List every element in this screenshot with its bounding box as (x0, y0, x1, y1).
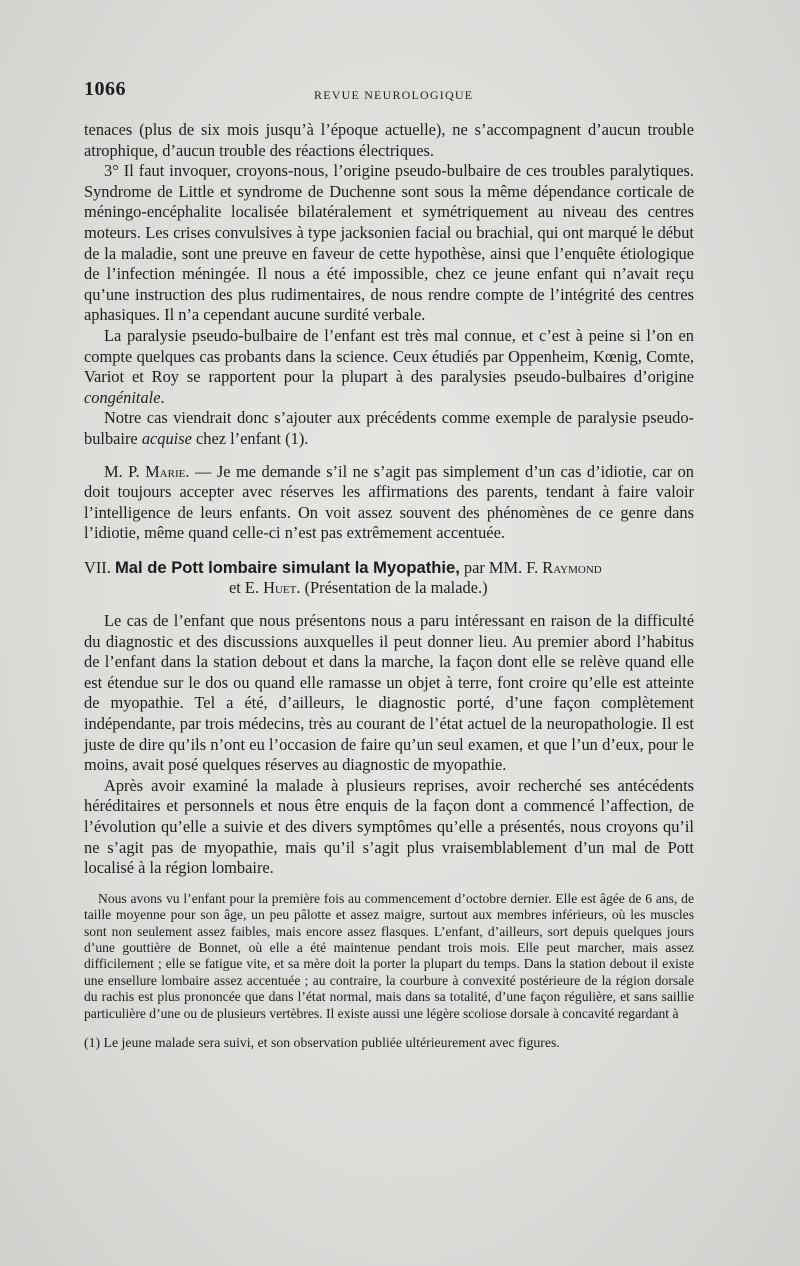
text-run: chez l’enfant (1). (191, 428, 309, 448)
text-run: Notre cas viendrait donc s’ajouter aux précédents comme exemple de paralysie pseudo-bulbaire (84, 408, 694, 448)
text-run: La paralysie pseudo-bulbaire de l’enfant est très mal connue, et c’est à peine si l’on en compte quelques cas probants dans la science. Ceux étudiés par Oppenheim, Kœnig, Comte, Variot et Roy se rapportent pour la plupart à des paralysies pseudo-bulbaires d’origine (84, 325, 694, 387)
paragraph-case-intro: Le cas de l’enfant que nous présentons nous a paru intéressant en raison de la difficulté du diagnostic et des discussions auxquelles il peut donner lieu. Au premier abord l’habitus de l’enfant dans la station debout et dans la marche, la façon dont elle se relève quand elle est étendue sur le dos ou quand elle ramasse un objet à terre, font croire qu’elle est atteinte de myopathie. Tel a été, d’ailleurs, le diagnostic porté, d’une façon complètement indépendante, par trois médecins, très au courant de l’état actuel de la neuropathologie. Il est juste de dire qu’ils n’ont eu l’occasion de faire qu’un seul examen, et que l’un d’eux, pour le moins, avait posé quelques réserves au diagnostic de myopathie. (84, 611, 694, 775)
paragraph-case-diagnosis: Après avoir examiné la malade à plusieurs reprises, avoir recherché ses antécédents héréditaires et personnels et nous être enquis de la façon dont a commencé l’affection, de l’évolution qu’elle a suivie et des divers symptômes qu’elle a présentés, nous croyons qu’il ne s’agit pas de myopathie, mais qu’il s’agit plus vraisemblablement d’un mal de Pott localisé à la région lombaire. (84, 775, 694, 878)
article-body (84, 120, 694, 1051)
paragraph-hypothesis: 3° Il faut invoquer, croyons-nous, l’origine pseudo-bulbaire de ces troubles paralytiques. Syndrome de Little et syndrome de Duchenne sont sous la même dépendance corticale de méningo-encéphalite localisée bilatéralement et symétriquement au niveau des centres moteurs. Les crises convulsives à type jacksonien facial ou brachial, qui ont marqué le début de la maladie, sont une preuve en faveur de cette hypothèse, ainsi que l’enquête étiologique de l’infection méningée. Il nous a été impossible, chez ce jeune enfant qui n’avait reçu qu’une instruction des plus rudimentaires, de nous rendre compte de l’intégrité des centres aphasiques. Il n’a cependant aucune surdité verbale. (84, 161, 694, 325)
text-run: . (Présentation de la malade.) (296, 578, 488, 598)
author-huet: Huet (263, 578, 297, 598)
text-run: . (160, 387, 165, 407)
author-raymond: Raymond (542, 557, 602, 577)
spacer (84, 599, 694, 611)
spacer (84, 1022, 694, 1034)
paragraph-pseudo-bulbar (84, 326, 694, 408)
page-number: 1066 (84, 78, 126, 100)
paragraph-observation: Nous avons vu l’enfant pour la première fois au commencement d’octobre dernier. Elle est âgée de 6 ans, de taille moyenne pour son âge, un peu pâlotte et assez maigre, surtout aux membres inférieurs, où les muscles sont non seulement assez faibles, mais encore assez flasques. L’enfant, d’ailleurs, sort depuis quelques jours d’une gouttière de Bonnet, où elle a été maintenue pendant trois mois. Elle peut marcher, mais assez difficilement ; elle se fatigue vite, et sa mère doit la porter la plupart du temps. Dans la station debout il existe une ensellure lombaire assez accentuée ; au contraire, la courbure à convexité postérieure de la région dorsale du rachis est plus prononcée que dans l’état normal, mais dans sa totalité, d’une façon régulière, et sans saillie particulière d’une ou de plusieurs vertèbres. Il existe aussi une légère scoliose dorsale à concavité regardant à (84, 890, 694, 1021)
footnote-text: (1) Le jeune malade sera suivi, et son observation publiée ultérieurement avec figures. (84, 1035, 560, 1051)
paragraph-notre-cas (84, 408, 694, 449)
spacer (84, 879, 694, 891)
running-title: REVUE NEUROLOGIQUE (314, 88, 474, 102)
emphasis-congenitale: congénitale (84, 387, 161, 407)
speaker-name: M. P. Marie. (104, 461, 190, 481)
paragraph-continuation: tenaces (plus de six mois jusqu’à l’époque actuelle), ne s’accompagnent d’aucun trouble atrophique, d’aucun trouble des réactions électriques. (84, 120, 694, 160)
section-title: Mal de Pott lombaire simulant la Myopathie, (114, 557, 460, 577)
section-number: VII. (84, 557, 111, 577)
emphasis-acquise: acquise (141, 428, 192, 448)
text-run: — Je me demande s’il ne s’agit pas simplement d’un cas d’idiotie, car on doit toujours accepter avec réserves les affirmations des parents, tendant à faire valoir l’intelligence de leurs enfants. On voit assez souvent des phénomènes de ce genre dans l’idiotie, même quand celle-ci n’est pas extrêmement accentuée. (84, 461, 694, 543)
text-run: et E. (229, 578, 264, 598)
paragraph-marie-comment (84, 462, 694, 544)
page-header (84, 78, 704, 106)
spacer (84, 450, 694, 462)
text-run: par MM. F. (459, 557, 543, 577)
footnote (84, 1034, 694, 1051)
observation-block (84, 891, 694, 1022)
section-heading (84, 558, 694, 579)
spacer (84, 544, 694, 558)
section-heading-line2 (84, 578, 694, 599)
